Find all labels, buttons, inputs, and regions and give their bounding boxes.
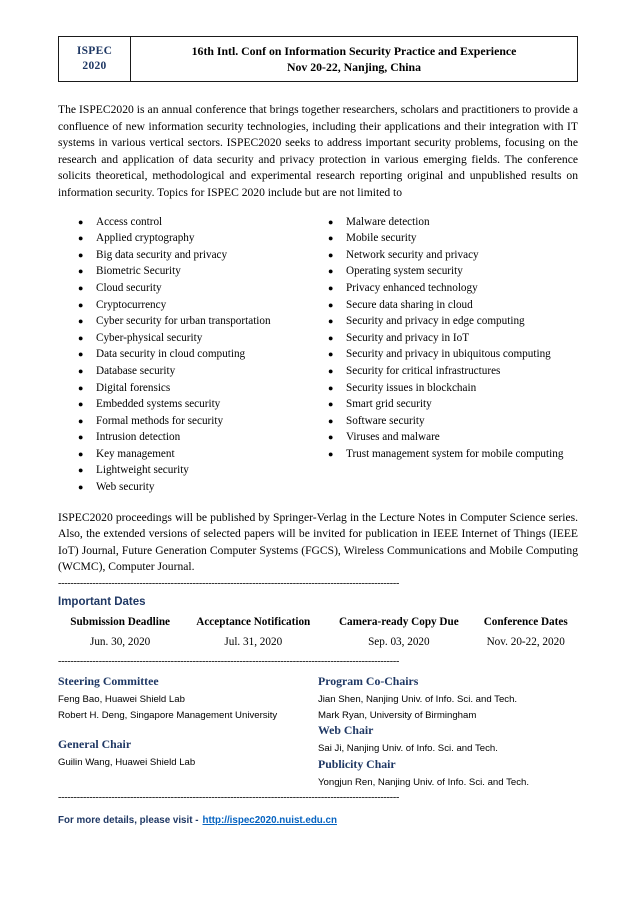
topic-item — [78, 297, 328, 314]
bullet-icon: ● — [328, 299, 334, 310]
topic-label: Security and privacy in ubiquitous computing — [346, 348, 551, 361]
bullet-icon: ● — [328, 448, 334, 459]
footer-text: For more details, please visit - — [58, 815, 199, 827]
topic-label: Security issues in blockchain — [346, 381, 477, 394]
topic-label: Embedded systems security — [96, 398, 221, 411]
committee-heading: Publicity Chair — [318, 756, 396, 771]
topic-label: Operating system security — [346, 265, 463, 278]
bullet-icon: ● — [328, 233, 334, 244]
bullet-icon: ● — [78, 349, 84, 360]
bullet-icon: ● — [328, 365, 334, 376]
committee-member: Yongjun Ren, Nanjing Univ. of Info. Sci. and Tech. — [318, 776, 530, 788]
topic-label: Formal methods for security — [96, 414, 224, 427]
committee-member: Mark Ryan, University of Birmingham — [318, 709, 477, 721]
bullet-icon: ● — [78, 299, 84, 310]
topic-item — [78, 429, 328, 446]
topic-item — [328, 446, 578, 463]
topic-item — [78, 396, 328, 413]
bullet-icon: ● — [328, 349, 334, 360]
table-cell: Sep. 03, 2020 — [368, 636, 430, 649]
topic-label: Web security — [96, 481, 155, 494]
footer-section — [58, 810, 578, 828]
topic-label: Digital forensics — [96, 381, 171, 394]
topic-label: Biometric Security — [96, 265, 181, 278]
topic-item — [328, 330, 578, 347]
topic-label: Lightweight security — [96, 464, 189, 477]
bullet-icon: ● — [78, 448, 84, 459]
topic-label: Security for critical infrastructures — [346, 364, 501, 377]
topic-label: Privacy enhanced technology — [346, 281, 478, 294]
bullet-icon: ● — [78, 432, 84, 443]
bullet-icon: ● — [78, 216, 84, 227]
bullet-icon: ● — [328, 316, 334, 327]
topic-label: Network security and privacy — [346, 248, 479, 261]
bullet-icon: ● — [328, 332, 334, 343]
committee-member: Jian Shen, Nanjing Univ. of Info. Sci. and Tech. — [318, 694, 518, 706]
topic-label: Access control — [96, 215, 163, 228]
topic-item — [78, 446, 328, 463]
topic-item — [328, 380, 578, 397]
column-header: Acceptance Notification — [196, 616, 311, 629]
bullet-icon: ● — [78, 465, 84, 476]
bullet-icon: ● — [328, 216, 334, 227]
topic-item — [78, 330, 328, 347]
bullet-icon: ● — [78, 249, 84, 260]
committee-member: Sai Ji, Nanjing Univ. of Info. Sci. and Tech. — [318, 743, 498, 755]
topic-label: Secure data sharing in cloud — [346, 298, 473, 311]
column-header: Submission Deadline — [70, 616, 171, 629]
topic-label: Smart grid security — [346, 398, 432, 411]
bullet-icon: ● — [328, 415, 334, 426]
divider-line: ------------------------------------------------------------------------------------------------------------- — [58, 578, 400, 590]
topic-label: Cyber-physical security — [96, 331, 203, 344]
intro-paragraph: The ISPEC2020 is an annual conference that brings together researchers, scholars and practitioners to provide a confluence of new information security technologies, including their applications and their integration with IT systems in various vertical sectors. ISPEC2020 seeks to address important security problems, focusing on the research and application of data security and privacy protection in various emerging fields. The conference solicits theoretical, methodological and experimental research reporting original and unpublished results on information security. Topics for ISPEC 2020 include but are not limited to — [58, 103, 578, 199]
bullet-icon: ● — [328, 399, 334, 410]
committee-heading: Program Co-Chairs — [318, 674, 419, 689]
bullet-icon: ● — [78, 316, 84, 327]
logo-line-2: 2020 — [82, 60, 107, 72]
committee-heading: General Chair — [58, 737, 132, 752]
bullet-icon: ● — [78, 365, 84, 376]
table-cell: Nov. 20-22, 2020 — [486, 636, 565, 649]
bullet-icon: ● — [78, 266, 84, 277]
topic-label: Cyber security for urban transportation — [96, 315, 271, 328]
topic-label: Malware detection — [346, 215, 430, 228]
committee-column-left — [58, 674, 318, 790]
bullet-icon: ● — [328, 382, 334, 393]
topic-label: Big data security and privacy — [96, 248, 228, 261]
bullet-icon: ● — [78, 282, 84, 293]
topic-label: Trust management system for mobile computing — [346, 447, 564, 460]
topic-item — [78, 214, 328, 231]
topic-label: Viruses and malware — [346, 431, 440, 444]
topic-label: Cloud security — [96, 281, 162, 294]
topic-label: Cryptocurrency — [96, 298, 167, 311]
table-cell: Jul. 31, 2020 — [224, 636, 283, 649]
topic-item — [78, 263, 328, 280]
column-header: Camera-ready Copy Due — [338, 616, 459, 629]
topic-item — [78, 363, 328, 380]
divider-line: ------------------------------------------------------------------------------------------------------------- — [58, 792, 400, 804]
topic-item — [328, 313, 578, 330]
bullet-icon: ● — [78, 399, 84, 410]
topic-label: Intrusion detection — [96, 431, 181, 444]
divider-line: ------------------------------------------------------------------------------------------------------------- — [58, 656, 400, 668]
topic-label: Software security — [346, 414, 425, 427]
conference-banner — [58, 36, 578, 82]
topic-item — [78, 479, 328, 496]
bullet-icon: ● — [328, 282, 334, 293]
committee-member: Robert H. Deng, Singapore Management University — [58, 709, 278, 721]
bullet-icon: ● — [78, 415, 84, 426]
table-row — [58, 634, 578, 652]
publication-paragraph: ISPEC2020 proceedings will be published by Springer-Verlag in the Lecture Notes in Computer Science series. Also, the extended versions of selected papers will be invited for publication in IEEE Internet of Things (IEEE IoT) Journal, Future Generation Computer Systems (FGCS), Wireless Communications and Mobile Computing (WCMC), Computer Journal. — [58, 510, 578, 574]
important-dates-table — [58, 614, 578, 652]
important-dates-title: Important Dates — [58, 596, 146, 609]
bullet-icon: ● — [328, 249, 334, 260]
topics-column-left — [78, 214, 328, 496]
topic-item — [328, 214, 578, 231]
topic-label: Data security in cloud computing — [96, 348, 246, 361]
conference-logo — [59, 37, 131, 81]
topics-column-right — [328, 214, 578, 496]
topic-item — [328, 247, 578, 264]
topic-item — [78, 380, 328, 397]
committee-member: Feng Bao, Huawei Shield Lab — [58, 694, 185, 706]
topic-item — [328, 297, 578, 314]
bullet-icon: ● — [78, 233, 84, 244]
topic-item — [328, 263, 578, 280]
topic-label: Database security — [96, 364, 176, 377]
committee-column-right — [318, 674, 578, 790]
topic-item — [328, 413, 578, 430]
topic-item — [78, 230, 328, 247]
column-header: Conference Dates — [483, 616, 568, 629]
topic-label: Mobile security — [346, 232, 417, 245]
table-header-row — [58, 614, 578, 634]
topic-item — [328, 230, 578, 247]
committee-member: Guilin Wang, Huawei Shield Lab — [58, 757, 196, 769]
bullet-icon: ● — [328, 432, 334, 443]
committee-heading: Steering Committee — [58, 674, 159, 689]
conference-website-link[interactable]: http://ispec2020.nuist.edu.cn — [202, 815, 337, 827]
conference-title-block — [131, 37, 577, 81]
topic-item — [78, 313, 328, 330]
conference-title: 16th Intl. Conf on Information Security Practice and Experience — [191, 44, 517, 58]
topic-item — [78, 247, 328, 264]
committee-section — [58, 674, 578, 790]
conference-subtitle: Nov 20-22, Nanjing, China — [286, 60, 422, 74]
topic-item — [328, 363, 578, 380]
topic-item — [328, 280, 578, 297]
topic-item — [78, 280, 328, 297]
topic-item — [328, 429, 578, 446]
topic-item — [328, 346, 578, 363]
bullet-icon: ● — [78, 332, 84, 343]
topic-label: Applied cryptography — [96, 232, 195, 245]
bullet-icon: ● — [328, 266, 334, 277]
topic-item — [78, 346, 328, 363]
topic-label: Security and privacy in IoT — [346, 331, 470, 344]
logo-line-1: ISPEC — [76, 45, 113, 57]
topic-label: Key management — [96, 447, 175, 460]
topic-label: Security and privacy in edge computing — [346, 315, 525, 328]
topic-item — [328, 396, 578, 413]
topics-list — [58, 214, 578, 496]
table-cell: Jun. 30, 2020 — [89, 636, 151, 649]
topic-item — [78, 462, 328, 479]
topic-item — [78, 413, 328, 430]
bullet-icon: ● — [78, 482, 84, 493]
committee-heading: Web Chair — [318, 723, 374, 738]
bullet-icon: ● — [78, 382, 84, 393]
